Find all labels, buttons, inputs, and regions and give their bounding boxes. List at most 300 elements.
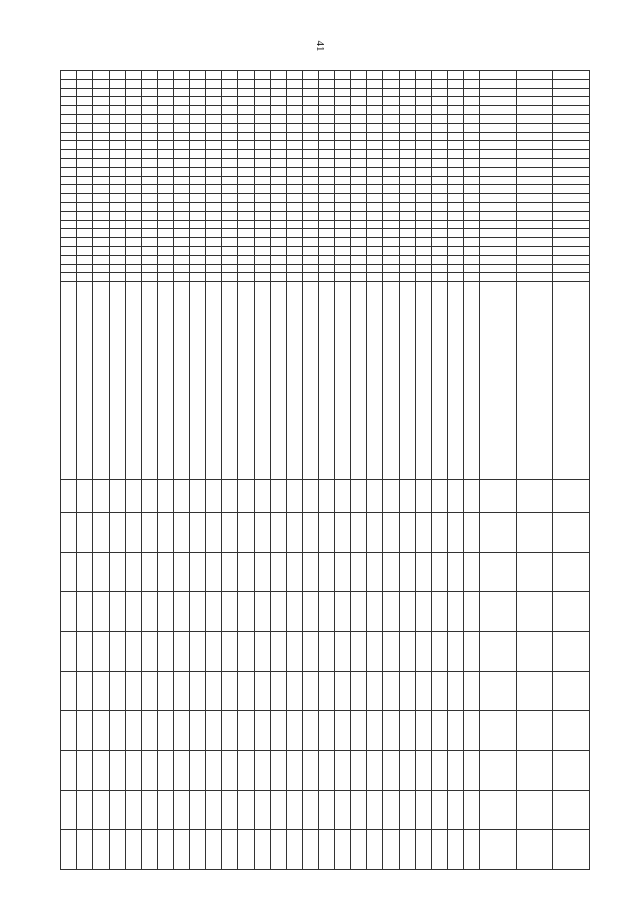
table-cell: [286, 592, 302, 632]
table-cell: [286, 114, 302, 123]
table-cell: [238, 194, 254, 203]
table-cell: [367, 480, 383, 513]
table-cell: [222, 141, 238, 150]
table-cell: [367, 114, 383, 123]
table-cell: [431, 114, 447, 123]
table-cell: [367, 106, 383, 115]
table-cell: [399, 114, 415, 123]
table-cell: [125, 114, 141, 123]
table-cell: [367, 750, 383, 790]
table-cell: [553, 264, 590, 273]
table-cell: [61, 114, 77, 123]
table-cell: [431, 185, 447, 194]
table-cell: [93, 185, 109, 194]
table-row: [319, 71, 335, 870]
table-cell: [77, 711, 93, 751]
table-cell: [61, 750, 77, 790]
table-cell: [141, 282, 157, 480]
table-cell: [351, 830, 367, 870]
table-cell: [319, 211, 335, 220]
table-cell: [383, 167, 399, 176]
table-cell: [302, 480, 318, 513]
table-row: [270, 71, 286, 870]
table-cell: [222, 552, 238, 592]
table-cell: [77, 158, 93, 167]
table-cell: [286, 220, 302, 229]
table-cell: [174, 158, 190, 167]
table-cell: [399, 273, 415, 282]
table-cell: [367, 176, 383, 185]
table-cell: [270, 750, 286, 790]
table-cell: [335, 632, 351, 672]
table-cell: [125, 132, 141, 141]
table-cell: [93, 132, 109, 141]
table-cell: [480, 185, 517, 194]
table-cell: [93, 238, 109, 247]
table-cell: [254, 264, 270, 273]
table-cell: [93, 167, 109, 176]
table-cell: [125, 158, 141, 167]
table-cell: [157, 671, 173, 711]
table-cell: [190, 211, 206, 220]
table-cell: [61, 238, 77, 247]
table-cell: [222, 513, 238, 553]
table-cell: [415, 632, 431, 672]
table-cell: [222, 830, 238, 870]
table-cell: [480, 158, 517, 167]
table-cell: [447, 480, 463, 513]
table-cell: [206, 114, 222, 123]
table-cell: [367, 632, 383, 672]
table-cell: [516, 167, 553, 176]
table-cell: [399, 176, 415, 185]
table-cell: [206, 238, 222, 247]
table-cell: [335, 229, 351, 238]
table-cell: [351, 592, 367, 632]
table-cell: [270, 592, 286, 632]
table-cell: [351, 790, 367, 830]
table-cell: [157, 229, 173, 238]
table-cell: [516, 211, 553, 220]
table-cell: [174, 264, 190, 273]
table-cell: [480, 513, 517, 553]
table-cell: [464, 88, 480, 97]
table-cell: [302, 167, 318, 176]
table-cell: [157, 480, 173, 513]
table-cell: [109, 114, 125, 123]
table-cell: [399, 480, 415, 513]
table-cell: [206, 97, 222, 106]
table-cell: [286, 150, 302, 159]
header-row: [553, 71, 590, 870]
table-cell: [286, 273, 302, 282]
table-cell: [125, 282, 141, 480]
table-cell: [190, 114, 206, 123]
table-cell: [319, 273, 335, 282]
table-cell: [157, 150, 173, 159]
table-cell: [415, 790, 431, 830]
table-cell: [464, 255, 480, 264]
table-cell: [238, 220, 254, 229]
table-cell: [480, 711, 517, 751]
table-cell: [190, 79, 206, 88]
table-cell: [109, 123, 125, 132]
table-cell: [302, 123, 318, 132]
table-cell: [516, 132, 553, 141]
page-number: 41: [314, 40, 326, 52]
table-row: [157, 71, 173, 870]
table-cell: [238, 255, 254, 264]
table-cell: [93, 114, 109, 123]
table-cell: [431, 150, 447, 159]
table-cell: [141, 114, 157, 123]
table-cell: [447, 513, 463, 553]
table-cell: [351, 552, 367, 592]
table-cell: [447, 158, 463, 167]
table-cell: [480, 750, 517, 790]
table-cell: [238, 114, 254, 123]
table-cell: [286, 246, 302, 255]
table-cell: [399, 202, 415, 211]
table-cell: [141, 220, 157, 229]
table-cell: [431, 79, 447, 88]
table-cell: [109, 246, 125, 255]
table-cell: [93, 158, 109, 167]
table-cell: [553, 167, 590, 176]
table-cell: [109, 513, 125, 553]
table-cell: [157, 132, 173, 141]
table-cell: [190, 141, 206, 150]
table-cell: [238, 176, 254, 185]
table-cell: [125, 592, 141, 632]
table-cell: [464, 114, 480, 123]
table-cell: [93, 106, 109, 115]
table-cell: [399, 632, 415, 672]
table-cell: [351, 632, 367, 672]
table-cell: [174, 220, 190, 229]
table-cell: [415, 671, 431, 711]
table-cell: [270, 211, 286, 220]
table-cell: [157, 552, 173, 592]
table-cell: [190, 552, 206, 592]
table-cell: [319, 671, 335, 711]
table-cell: [464, 123, 480, 132]
table-cell: [335, 194, 351, 203]
table-cell: [335, 202, 351, 211]
table-cell: [319, 282, 335, 480]
table-cell: [206, 211, 222, 220]
table-cell: [206, 194, 222, 203]
table-cell: [93, 264, 109, 273]
table-cell: [190, 632, 206, 672]
table-cell: [61, 671, 77, 711]
table-cell: [383, 513, 399, 553]
table-cell: [93, 246, 109, 255]
table-cell: [415, 158, 431, 167]
table-cell: [190, 229, 206, 238]
table-cell: [464, 592, 480, 632]
table-cell: [174, 211, 190, 220]
table-cell: [383, 71, 399, 80]
table-cell: [351, 79, 367, 88]
table-cell: [286, 632, 302, 672]
table-cell: [464, 176, 480, 185]
table-cell: [464, 132, 480, 141]
table-cell: [367, 830, 383, 870]
table-cell: [431, 141, 447, 150]
table-cell: [464, 273, 480, 282]
table-row: [61, 71, 77, 870]
table-cell: [447, 97, 463, 106]
table-cell: [270, 282, 286, 480]
table-cell: [61, 176, 77, 185]
table-cell: [415, 132, 431, 141]
table-cell: [383, 480, 399, 513]
table-cell: [464, 264, 480, 273]
table-cell: [553, 246, 590, 255]
table-cell: [480, 480, 517, 513]
table-cell: [109, 167, 125, 176]
table-cell: [516, 238, 553, 247]
table-cell: [335, 97, 351, 106]
table-cell: [351, 246, 367, 255]
table-cell: [125, 750, 141, 790]
table-cell: [319, 132, 335, 141]
table-cell: [302, 132, 318, 141]
table-cell: [77, 830, 93, 870]
table-cell: [319, 238, 335, 247]
table-cell: [516, 220, 553, 229]
table-cell: [157, 255, 173, 264]
table-cell: [480, 273, 517, 282]
table-cell: [553, 158, 590, 167]
table-cell: [238, 97, 254, 106]
table-cell: [415, 185, 431, 194]
table-cell: [367, 220, 383, 229]
table-cell: [77, 790, 93, 830]
table-cell: [399, 830, 415, 870]
table-cell: [206, 750, 222, 790]
table-row: [351, 71, 367, 870]
table-cell: [335, 123, 351, 132]
table-cell: [109, 194, 125, 203]
table-cell: [399, 167, 415, 176]
table-cell: [553, 211, 590, 220]
table-cell: [270, 790, 286, 830]
table-cell: [174, 71, 190, 80]
table-cell: [61, 211, 77, 220]
table-cell: [238, 632, 254, 672]
table-cell: [319, 167, 335, 176]
table-cell: [516, 552, 553, 592]
table-cell: [553, 632, 590, 672]
table-cell: [447, 750, 463, 790]
table-cell: [302, 141, 318, 150]
table-cell: [447, 123, 463, 132]
table-cell: [383, 202, 399, 211]
table-cell: [254, 123, 270, 132]
table-cell: [222, 185, 238, 194]
table-cell: [464, 97, 480, 106]
table-cell: [254, 711, 270, 751]
table-cell: [270, 71, 286, 80]
table-cell: [61, 132, 77, 141]
table-cell: [367, 513, 383, 553]
table-cell: [415, 97, 431, 106]
table-cell: [383, 141, 399, 150]
table-cell: [383, 255, 399, 264]
table-cell: [447, 114, 463, 123]
table-cell: [270, 220, 286, 229]
table-cell: [206, 132, 222, 141]
table-cell: [254, 114, 270, 123]
table-cell: [190, 592, 206, 632]
table-cell: [302, 194, 318, 203]
table-cell: [335, 830, 351, 870]
table-cell: [286, 671, 302, 711]
table-cell: [399, 158, 415, 167]
table-cell: [61, 264, 77, 273]
table-cell: [238, 88, 254, 97]
table-cell: [464, 238, 480, 247]
table-cell: [351, 158, 367, 167]
table-cell: [77, 238, 93, 247]
table-cell: [254, 238, 270, 247]
table-cell: [270, 273, 286, 282]
table-cell: [415, 592, 431, 632]
table-cell: [319, 513, 335, 553]
table-cell: [516, 264, 553, 273]
table-cell: [351, 88, 367, 97]
table-cell: [141, 480, 157, 513]
table-cell: [157, 750, 173, 790]
table-cell: [222, 282, 238, 480]
table-cell: [447, 79, 463, 88]
table-cell: [431, 480, 447, 513]
table-cell: [93, 176, 109, 185]
table-cell: [141, 273, 157, 282]
table-cell: [61, 711, 77, 751]
table-cell: [480, 123, 517, 132]
table-cell: [464, 671, 480, 711]
table-cell: [399, 711, 415, 751]
table-cell: [206, 88, 222, 97]
table-cell: [93, 220, 109, 229]
table-cell: [109, 711, 125, 751]
table-cell: [516, 632, 553, 672]
table-cell: [141, 255, 157, 264]
table-cell: [222, 632, 238, 672]
table-cell: [93, 711, 109, 751]
table-cell: [431, 264, 447, 273]
table-cell: [553, 97, 590, 106]
table-cell: [319, 114, 335, 123]
table-row: [302, 71, 318, 870]
table-cell: [206, 552, 222, 592]
table-cell: [286, 750, 302, 790]
table-cell: [141, 211, 157, 220]
table-cell: [319, 79, 335, 88]
table-cell: [516, 79, 553, 88]
table-cell: [516, 671, 553, 711]
table-cell: [77, 282, 93, 480]
table-cell: [93, 88, 109, 97]
table-cell: [109, 238, 125, 247]
table-cell: [480, 71, 517, 80]
table-cell: [286, 830, 302, 870]
table-cell: [553, 513, 590, 553]
table-cell: [464, 150, 480, 159]
table-cell: [174, 132, 190, 141]
table-cell: [222, 671, 238, 711]
table-cell: [93, 71, 109, 80]
table-cell: [431, 671, 447, 711]
table-cell: [480, 592, 517, 632]
table-cell: [335, 273, 351, 282]
table-cell: [141, 552, 157, 592]
table-cell: [480, 141, 517, 150]
table-cell: [206, 185, 222, 194]
table-cell: [415, 150, 431, 159]
table-cell: [415, 750, 431, 790]
table-cell: [480, 132, 517, 141]
table-cell: [447, 790, 463, 830]
table-cell: [383, 97, 399, 106]
table-cell: [222, 264, 238, 273]
table-cell: [516, 88, 553, 97]
table-cell: [367, 202, 383, 211]
table-cell: [61, 552, 77, 592]
table-cell: [447, 185, 463, 194]
table-cell: [480, 79, 517, 88]
table-cell: [141, 229, 157, 238]
table-cell: [206, 592, 222, 632]
table-cell: [206, 264, 222, 273]
table-cell: [335, 158, 351, 167]
table-cell: [254, 220, 270, 229]
table-cell: [254, 185, 270, 194]
table-cell: [109, 830, 125, 870]
table-cell: [351, 238, 367, 247]
table-cell: [480, 220, 517, 229]
table-cell: [553, 194, 590, 203]
table-cell: [415, 106, 431, 115]
table-cell: [61, 123, 77, 132]
table-cell: [93, 750, 109, 790]
table-cell: [302, 238, 318, 247]
table-cell: [190, 150, 206, 159]
table-cell: [238, 71, 254, 80]
table-cell: [516, 150, 553, 159]
header-row: [516, 71, 553, 870]
table-cell: [222, 592, 238, 632]
table-cell: [553, 71, 590, 80]
table-cell: [109, 211, 125, 220]
table-cell: [383, 150, 399, 159]
table-cell: [351, 106, 367, 115]
table-cell: [93, 97, 109, 106]
table-cell: [286, 185, 302, 194]
table-cell: [270, 123, 286, 132]
table-cell: [141, 167, 157, 176]
table-cell: [351, 750, 367, 790]
table-cell: [516, 790, 553, 830]
table-cell: [399, 79, 415, 88]
table-cell: [61, 592, 77, 632]
table-cell: [351, 194, 367, 203]
table-cell: [125, 194, 141, 203]
table-cell: [125, 480, 141, 513]
